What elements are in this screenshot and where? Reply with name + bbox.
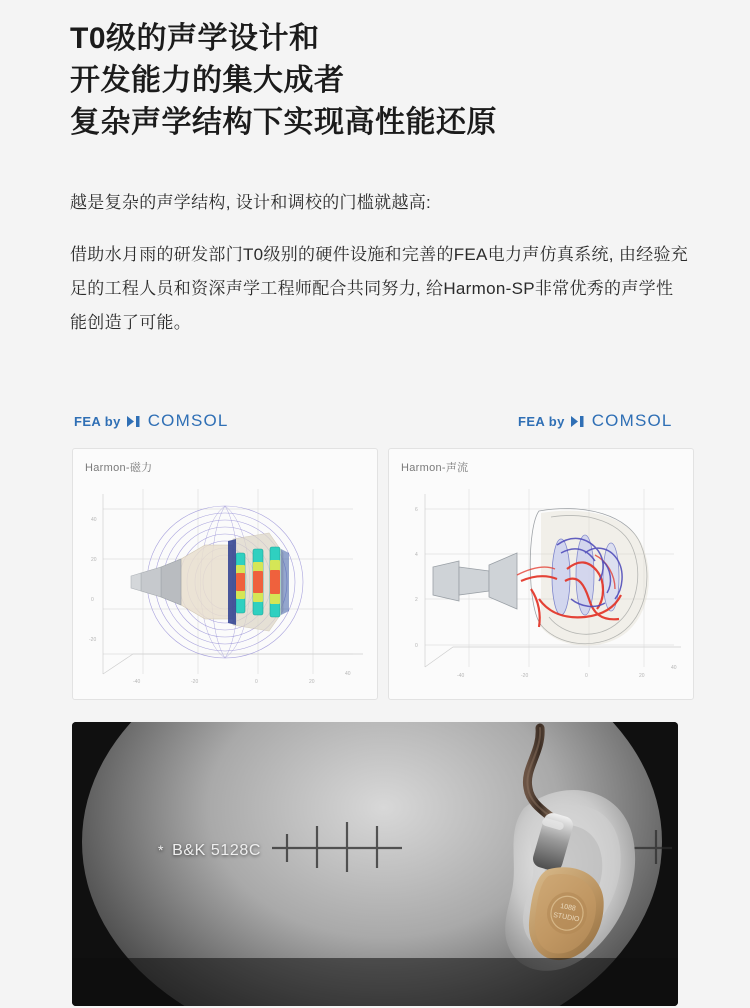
svg-text:4: 4: [415, 552, 418, 558]
svg-text:20: 20: [309, 679, 315, 685]
comsol-logo-icon: [127, 415, 142, 428]
fea-by-comsol-left: [74, 411, 229, 431]
simulation-panel-airflow: [388, 448, 694, 700]
fea-by-comsol-right: [518, 411, 673, 431]
svg-text:20: 20: [91, 557, 97, 563]
simulation-caption-magnetics: Harmon-磁力: [85, 462, 153, 474]
svg-text:40: 40: [91, 517, 97, 523]
photo-label-text: B&K 5128C: [172, 842, 262, 859]
asterisk-icon: *: [158, 842, 165, 858]
svg-text:2: 2: [415, 597, 418, 603]
svg-text:-20: -20: [89, 637, 97, 643]
lead-text: 越是复杂的声学结构, 设计和调校的门槛就越高:: [70, 193, 432, 212]
page-title: [70, 18, 690, 144]
comsol-logo-icon-right: [571, 415, 586, 428]
comsol-wordmark-right: COMSOL: [591, 411, 673, 430]
svg-text:6: 6: [415, 507, 418, 513]
ear-measurement-photo: [72, 722, 678, 1006]
simulation-caption-airflow: Harmon-声流: [401, 462, 469, 474]
simulation-panel-magnetics: [72, 448, 378, 700]
product-photo: [72, 722, 678, 1006]
svg-text:1088: 1088: [559, 902, 577, 913]
photo-label: [158, 842, 261, 860]
fea-by-label-left: FEA by: [74, 413, 121, 429]
svg-text:-40: -40: [457, 673, 465, 679]
headline-line-3: 复杂声学结构下实现高性能还原: [70, 106, 497, 139]
fea-by-label-right: FEA by: [518, 413, 565, 429]
svg-text:0: 0: [91, 597, 94, 603]
svg-text:40: 40: [671, 665, 677, 671]
svg-text:0: 0: [585, 673, 588, 679]
svg-text:-40: -40: [133, 679, 141, 685]
svg-text:-20: -20: [191, 679, 199, 685]
svg-text:STUDIO: STUDIO: [552, 911, 580, 924]
svg-text:0: 0: [415, 643, 418, 649]
body-paragraph: 借助水月雨的研发部门T0级别的硬件设施和完善的FEA电力声仿真系统, 由经验充足的工程人员和资深声学工程师配合共同努力, 给Harmon-SP非常优秀的声学性能创造了可能。: [70, 245, 689, 332]
magnetics-simulation-graphic: [73, 449, 377, 699]
headline-line-2: 开发能力的集大成者: [70, 64, 345, 97]
airflow-simulation-graphic: [389, 449, 693, 699]
svg-text:0: 0: [255, 679, 258, 685]
svg-text:40: 40: [345, 671, 351, 677]
svg-text:-20: -20: [521, 673, 529, 679]
headline-line-1: T0级的声学设计和: [70, 22, 320, 55]
comsol-wordmark-left: COMSOL: [147, 411, 229, 430]
svg-text:20: 20: [639, 673, 645, 679]
